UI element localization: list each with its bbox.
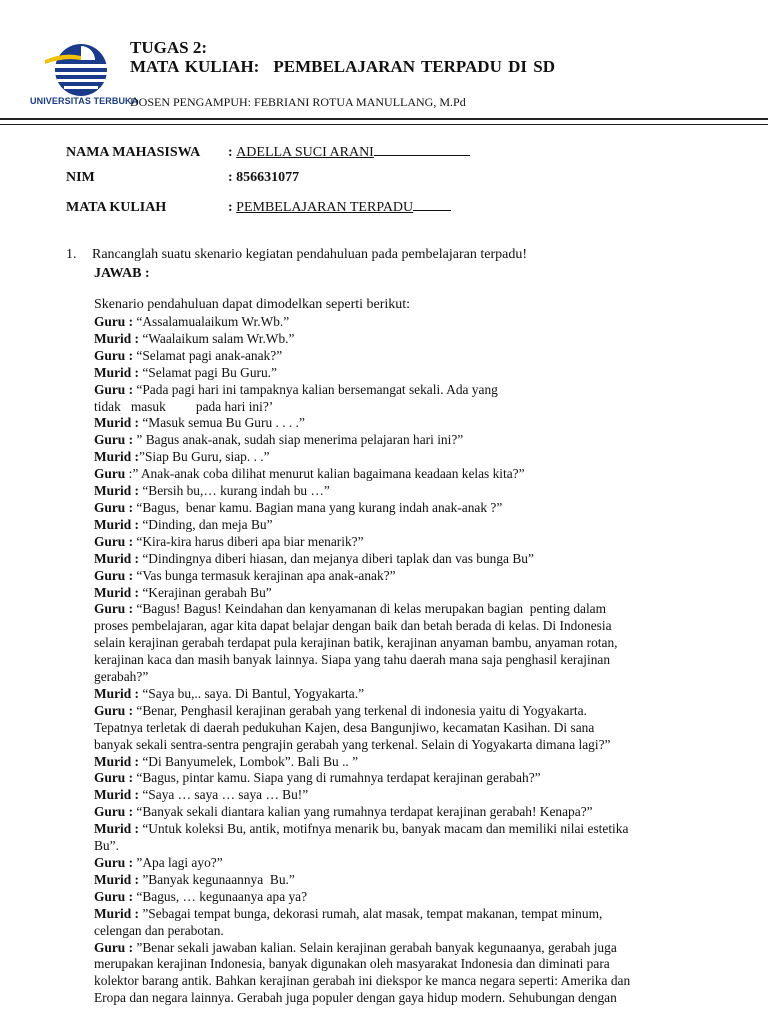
speaker-label: Guru : [94, 432, 134, 448]
speaker-label: Murid : [94, 364, 140, 380]
dialog-line [94, 348, 724, 365]
dialog-text: “Bersih bu,… kurang indah bu …” [139, 483, 330, 499]
speaker-label: Murid : [94, 821, 140, 837]
dialog-line [94, 517, 724, 534]
dialog-line [94, 432, 724, 449]
course-title [130, 57, 555, 77]
speaker-label: Guru : [94, 601, 134, 617]
dialog-text: “Waalaikum salam Wr.Wb.” [139, 330, 295, 346]
dialog-line [94, 956, 724, 973]
dialog-text: proses pembelajaran, agar kita dapat belajar dengan baik dan betah berada di kelas. Di Indonesia [94, 618, 612, 634]
dialog-line [94, 449, 724, 466]
dialog-text: “Saya bu,.. saya. Di Bantul, Yogyakarta.” [139, 685, 365, 701]
dialog-text: “Selamat pagi Bu Guru.” [139, 364, 277, 380]
dialog-line [94, 669, 724, 686]
dialog-text: ”Banyak kegunaannya Bu.” [139, 871, 295, 887]
speaker-label: Guru : [94, 347, 134, 363]
dialog-line [94, 382, 724, 399]
dialog-line [94, 787, 724, 804]
dialog-text: kerajinan kaca dan masih banyak lainnya. Siapa yang tahu daerah mana saja penghasil kerajinan [94, 652, 611, 668]
dialog-text: banyak sekali sentra-sentra pengrajin gerabah yang terkenal. Selain di Yogyakarta dimana lagi?” [94, 736, 611, 752]
speaker-label: Murid : [94, 415, 140, 431]
dialog-line [94, 652, 724, 669]
speaker-label: Guru : [94, 381, 134, 397]
colon: : [228, 170, 233, 185]
dialog-text: ”Sebagai tempat bunga, dekorasi rumah, alat masak, tempat makanan, tempat minum, [139, 905, 603, 921]
speaker-label: Guru : [94, 499, 134, 515]
speaker-label: Guru : [94, 533, 134, 549]
dialog-line [94, 585, 724, 602]
dialog-line [94, 973, 724, 990]
speaker-label: Guru : [94, 770, 134, 786]
dialog-line [94, 821, 724, 838]
question-number: 1. [66, 247, 77, 262]
nim-value: 856631077 [236, 170, 300, 185]
dialog-text: Tepatnya terletak di daerah pedukuhan Kajen, desa Bangunjiwo, kecamatan Kasihan. Di sana [94, 719, 595, 735]
dialog-line [94, 534, 724, 551]
question-text: Rancanglah suatu skenario kegiatan pendahuluan pada pembelajaran terpadu! [92, 247, 527, 262]
university-name: UNIVERSITAS TERBUKA [30, 96, 139, 106]
dialog-line [94, 838, 724, 855]
dialog-text: celengan dan perabotan. [94, 922, 224, 938]
speaker-label: Guru : [94, 855, 134, 870]
dialog-line [94, 618, 724, 635]
course-row [66, 198, 451, 216]
speaker-label: Guru : [94, 939, 134, 955]
dialog-text: tidak masuk pada hari ini?’ [94, 398, 274, 414]
nim-row [66, 170, 299, 186]
speaker-label: Murid : [94, 584, 140, 600]
answer-intro: Skenario pendahuluan dapat dimodelkan seperti berikut: [94, 297, 411, 312]
speaker-label: Murid : [94, 449, 140, 465]
course-name: PEMBELAJARAN TERPADU DI SD [273, 57, 555, 76]
dialog-text: “Pada pagi hari ini tampaknya kalian bersemangat sekali. Ada yang [133, 381, 498, 397]
colon: : [228, 145, 233, 160]
dialog-body [94, 314, 724, 1007]
speaker-label: Guru : [94, 888, 134, 904]
speaker-label: Guru : [94, 567, 134, 583]
dialog-line [94, 568, 724, 585]
speaker-label: Guru : [94, 804, 134, 820]
dialog-text: ”Siap Bu Guru, siap. . .” [139, 449, 270, 465]
answer-label: JAWAB : [94, 266, 150, 281]
underline-fill [413, 198, 451, 211]
dialog-text: “Bagus, pintar kamu. Siapa yang di rumahnya terdapat kerajinan gerabah?” [133, 770, 541, 786]
course-row-label: MATA KULIAH [66, 200, 167, 215]
dialog-text: “Bagus, benar kamu. Bagian mana yang kurang indah anak-anak ?” [133, 499, 503, 515]
dialog-line [94, 990, 724, 1007]
dialog-line [94, 483, 724, 500]
speaker-label: Guru : [94, 314, 134, 329]
dialog-text: ” Bagus anak-anak, sudah siap menerima pelajaran hari ini?” [133, 432, 464, 448]
header-rule-thick [0, 118, 768, 120]
dialog-text: “Vas bunga termasuk kerajinan apa anak-anak?” [133, 567, 396, 583]
course-label: MATA KULIAH: [130, 57, 260, 76]
dialog-text: :” Anak-anak coba dilihat menurut kalian bagaimana keadaan kelas kita?” [128, 466, 525, 482]
course-row-value: PEMBELAJARAN TERPADU [236, 200, 414, 215]
dialog-text: Eropa dan negara lainnya. Gerabah juga populer dengan gaya hidup modern. Sehubungan dengan [94, 990, 617, 1006]
dialog-text: “Assalamualaikum Wr.Wb.” [133, 314, 290, 329]
dialog-line [94, 737, 724, 754]
speaker-label: Murid : [94, 550, 140, 566]
dialog-line [94, 855, 724, 872]
dialog-line [94, 635, 724, 652]
dialog-text: “Selamat pagi anak-anak?” [133, 347, 283, 363]
dialog-text: “Untuk koleksi Bu, antik, motifnya menarik bu, banyak macam dan memiliki nilai estetika [139, 821, 629, 837]
dialog-line [94, 415, 724, 432]
speaker-label: Guru : [94, 702, 134, 718]
dialog-line [94, 601, 724, 618]
dialog-text: “Kerajinan gerabah Bu” [139, 584, 272, 600]
assignment-title: TUGAS 2: [130, 38, 207, 57]
dialog-line [94, 906, 724, 923]
dialog-line [94, 500, 724, 517]
dialog-line [94, 314, 724, 331]
dialog-text: “Di Banyumelek, Lombok”. Bali Bu .. ” [139, 753, 359, 769]
dialog-line [94, 770, 724, 787]
dialog-text: kolektor barang antik. Bahkan kerajinan gerabah ini diekspor ke manca negara seperti: Amerika dan [94, 973, 631, 989]
student-name-row [66, 143, 470, 161]
student-name-label: NAMA MAHASISWA [66, 145, 201, 160]
speaker-label: Murid : [94, 871, 140, 887]
student-name-value: ADELLA SUCI ARANI [236, 145, 374, 160]
dialog-line [94, 923, 724, 940]
dialog-line [94, 331, 724, 348]
nim-label: NIM [66, 170, 95, 185]
speaker-label: Murid : [94, 330, 140, 346]
lecturer-line: DOSEN PENGAMPUH: FEBRIANI ROTUA MANULLANG, M.Pd [130, 95, 466, 109]
speaker-label: Murid : [94, 787, 140, 803]
dialog-text: “Bagus! Bagus! Keindahan dan kenyamanan di kelas merupakan bagian penting dalam [133, 601, 607, 617]
dialog-text: ”Benar sekali jawaban kalian. Selain kerajinan gerabah banyak kegunaanya, gerabah juga [133, 939, 617, 955]
speaker-label: Murid : [94, 905, 140, 921]
dialog-text: gerabah?” [94, 669, 149, 685]
dialog-line [94, 551, 724, 568]
dialog-text: ”Apa lagi ayo?” [133, 855, 223, 870]
speaker-label: Murid : [94, 483, 140, 499]
dialog-line [94, 466, 724, 483]
speaker-label: Murid : [94, 753, 140, 769]
dialog-text: “Masuk semua Bu Guru . . . .” [139, 415, 305, 431]
speaker-label: Murid : [94, 685, 140, 701]
colon: : [228, 200, 233, 215]
dialog-text: “Kira-kira harus diberi apa biar menarik?” [133, 533, 364, 549]
dialog-line [94, 754, 724, 771]
dialog-text: Bu”. [94, 838, 119, 854]
header-rule-thin [0, 124, 768, 125]
dialog-line [94, 872, 724, 889]
dialog-line [94, 889, 724, 906]
dialog-text: “Dindingnya diberi hiasan, dan mejanya diberi taplak dan vas bunga Bu” [139, 550, 534, 566]
dialog-line [94, 399, 724, 416]
underline-fill [374, 143, 470, 156]
dialog-line [94, 703, 724, 720]
dialog-line [94, 720, 724, 737]
dialog-text: “Banyak sekali diantara kalian yang rumahnya terdapat kerajinan gerabah! Kenapa?” [133, 804, 593, 820]
dialog-text: merupakan kerajinan Indonesia, banyak digunakan oleh masyarakat Indonesia dan diminati para [94, 956, 610, 972]
dialog-line [94, 940, 724, 957]
speaker-label: Murid : [94, 516, 140, 532]
dialog-text: selain kerajinan gerabah terdapat pula kerajinan batik, kerajinan anyaman bambu, anyaman rotan, [94, 635, 618, 651]
dialog-text: “Bagus, … kegunaanya apa ya? [133, 888, 308, 904]
dialog-text: “Dinding, dan meja Bu” [139, 516, 273, 532]
speaker-label: Guru [94, 466, 129, 482]
dialog-text: “Benar, Penghasil kerajinan gerabah yang terkenal di indonesia yaitu di Yogyakarta. [133, 702, 587, 718]
dialog-line [94, 686, 724, 703]
dialog-line [94, 365, 724, 382]
question [66, 247, 527, 263]
dialog-line [94, 804, 724, 821]
dialog-text: “Saya … saya … saya … Bu!” [139, 787, 309, 803]
